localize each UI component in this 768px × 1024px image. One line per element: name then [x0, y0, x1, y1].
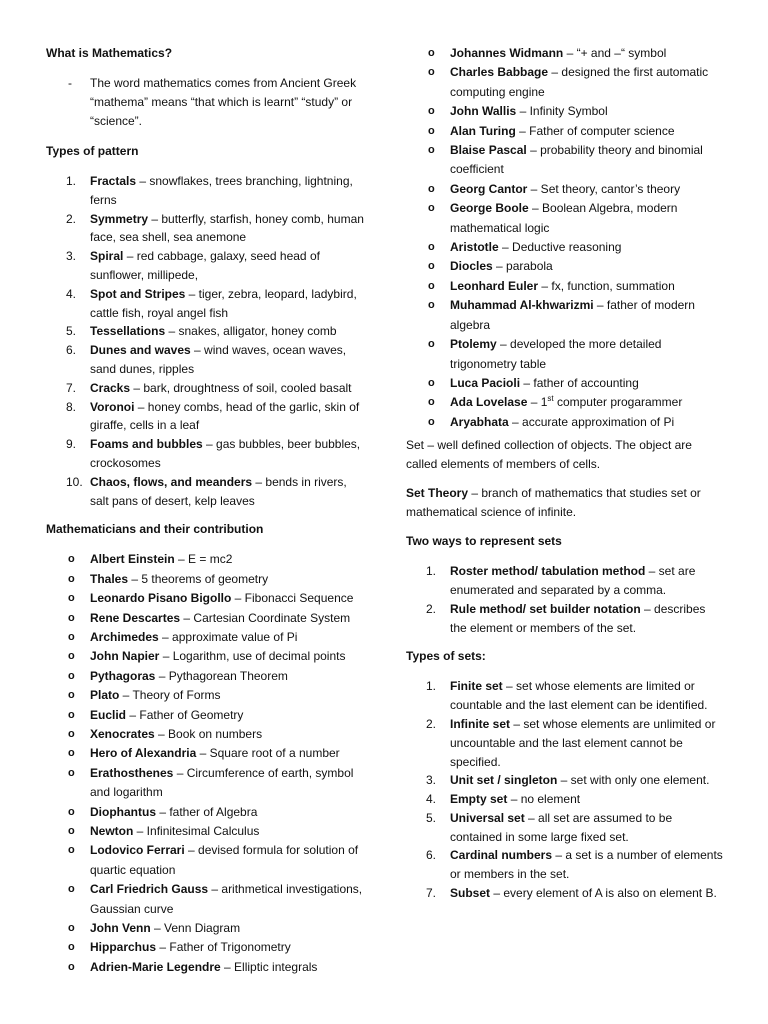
item-term: George Boole [450, 201, 529, 216]
list-item [46, 725, 364, 744]
list-item [406, 44, 724, 63]
item-term: Subset [450, 886, 491, 901]
item-term: Blaise Pascal [450, 143, 527, 158]
item-desc: – accurate approximation of Pi [508, 414, 675, 429]
bullet-marker: o [68, 553, 75, 566]
item-number: 3. [426, 773, 437, 788]
list-item [406, 63, 724, 102]
mathematicians-list-right [406, 44, 724, 432]
item-desc: – Book on numbers [154, 727, 263, 741]
bullet-marker: o [68, 805, 75, 818]
list-item [406, 790, 724, 809]
item-desc: – devised formula for solution of quartic equation [90, 843, 359, 877]
bullet-marker: o [68, 825, 75, 838]
item-number: 9. [66, 437, 77, 452]
item-desc: – developed the more detailed trigonometry table [450, 337, 662, 371]
list-item [406, 393, 724, 412]
item-desc: – approximate value of Pi [158, 629, 298, 644]
list-item [406, 413, 724, 432]
item-desc: – set whose elements are limited or countable and the last element can be identified. [450, 679, 708, 713]
item-desc: – set with only one element. [557, 773, 710, 788]
list-item [46, 379, 364, 398]
dash-marker: - [68, 76, 72, 90]
list-item [406, 374, 724, 393]
item-term: Cardinal numbers [450, 848, 553, 863]
list-item [46, 473, 364, 511]
bullet-marker: o [428, 182, 435, 195]
list-item [46, 803, 364, 822]
set-theory-term: Set Theory [406, 486, 469, 501]
set-definition: Set – well defined collection of objects. The object are called elements of members of cells. [406, 438, 692, 472]
bullet-marker: o [68, 922, 75, 935]
item-desc: – Boolean Algebra, modern mathematical logic [450, 201, 678, 235]
set-theory-definition [406, 484, 724, 522]
item-term: Lodovico Ferrari [90, 843, 185, 858]
item-number: 2. [426, 716, 437, 731]
item-term: Hipparchus [90, 940, 157, 955]
superscript: st [547, 394, 554, 404]
intro-text: The word mathematics comes from Ancient Greek “mathema” means “that which is learnt” “study” or “science”. [90, 76, 357, 128]
item-term: Symmetry [90, 211, 149, 226]
list-item [46, 880, 364, 919]
list-item [406, 296, 724, 335]
list-item [406, 809, 724, 847]
bullet-marker: o [68, 766, 75, 779]
item-number: 1. [426, 679, 437, 694]
item-term: Dunes and waves [90, 343, 191, 358]
item-desc: – E = mc2 [174, 552, 233, 567]
list-item [406, 562, 724, 600]
list-item [406, 335, 724, 374]
two-ways-list [406, 562, 724, 637]
bullet-marker: o [428, 396, 435, 409]
item-desc: – all set are assumed to be contained in some large fixed set. [450, 810, 673, 844]
item-term: John Napier [90, 649, 160, 664]
item-desc: – father of Algebra [156, 804, 258, 819]
item-term: Newton [90, 824, 134, 839]
item-desc: – snowflakes, trees branching, lightning, ferns [90, 174, 353, 207]
list-item [46, 744, 364, 763]
two-ways-heading: Two ways to represent sets [406, 534, 562, 549]
bullet-marker: o [68, 592, 75, 605]
list-item [46, 647, 364, 666]
item-term: Luca Pacioli [450, 375, 521, 390]
bullet-marker: o [68, 941, 75, 954]
list-item [46, 398, 364, 436]
item-term: Adrien-Marie Legendre [90, 959, 221, 974]
item-term: Alan Turing [450, 123, 516, 138]
patterns-list [46, 172, 364, 510]
item-term: Johannes Widmann [450, 46, 564, 60]
bullet-marker: o [68, 689, 75, 702]
item-term: Unit set / singleton [450, 773, 558, 788]
item-desc: – Father of Geometry [126, 707, 244, 722]
bullet-marker: o [428, 241, 435, 254]
item-desc: – Square root of a number [196, 746, 340, 761]
item-term: Erathosthenes [90, 765, 174, 780]
types-of-sets-heading: Types of sets: [406, 649, 486, 664]
list-item [46, 938, 364, 957]
list-item [406, 257, 724, 276]
item-desc: – 1 [527, 395, 548, 410]
item-term: Infinite set [450, 716, 511, 731]
list-item [46, 247, 364, 285]
bullet-marker: o [428, 299, 435, 312]
item-desc: – tiger, zebra, leopard, ladybird, cattle fish, royal angel fish [90, 286, 357, 320]
item-term: Spiral [90, 249, 124, 264]
item-term: Plato [90, 688, 120, 703]
bullet-marker: o [68, 708, 75, 721]
item-term: Leonardo Pisano Bigollo [90, 591, 232, 606]
item-desc: – butterfly, starfish, honey comb, human face, sea shell, sea anemone [90, 211, 364, 245]
item-number: 6. [66, 343, 77, 358]
list-item [406, 277, 724, 296]
item-term: Voronoi [90, 399, 135, 414]
item-term: Carl Friedrich Gauss [90, 882, 209, 897]
item-desc: – snakes, alligator, honey comb [165, 324, 337, 339]
item-number: 7. [66, 380, 77, 395]
item-number: 2. [426, 601, 437, 616]
list-item [46, 550, 364, 569]
list-item [46, 341, 364, 379]
item-term: Euclid [90, 707, 127, 722]
item-number: 10. [66, 474, 83, 489]
item-term: Roster method/ tabulation method [450, 564, 646, 579]
list-item [406, 677, 724, 715]
item-desc: – bends in rivers, salt pans of desert, kelp leaves [90, 474, 347, 508]
bullet-marker: o [68, 747, 75, 760]
item-desc: – every element of A is also on element B. [490, 886, 717, 901]
left-column [46, 44, 364, 977]
item-term: John Venn [90, 921, 151, 936]
item-term: Hero of Alexandria [90, 746, 197, 761]
item-term: Empty set [450, 792, 508, 807]
item-number: 4. [426, 792, 437, 807]
bullet-marker: o [68, 844, 75, 857]
list-item [46, 609, 364, 628]
bullet-marker: o [428, 279, 435, 292]
item-term: Albert Einstein [90, 552, 175, 567]
item-term: Xenocrates [90, 727, 155, 741]
bullet-marker: o [68, 669, 75, 682]
item-desc: – Venn Diagram [150, 921, 241, 936]
item-number: 1. [426, 564, 437, 579]
item-desc: computer progarammer [553, 395, 683, 410]
mathematicians-heading: Mathematicians and their contribution [46, 522, 264, 537]
item-number: 2. [66, 211, 77, 226]
item-desc: – a set is a number of elements or members in the set. [450, 848, 723, 882]
list-item [46, 172, 364, 210]
list-item [406, 199, 724, 238]
list-item [406, 122, 724, 141]
item-term: Ptolemy [450, 337, 497, 352]
types-of-sets-list [406, 677, 724, 903]
list-item [406, 141, 724, 180]
intro-item [46, 74, 364, 131]
list-item [46, 958, 364, 977]
list-item [406, 180, 724, 199]
item-desc: – Fibonacci Sequence [231, 591, 354, 606]
list-item [46, 589, 364, 608]
list-item [46, 210, 364, 248]
item-desc: – arithmetical investigations, Gaussian curve [90, 882, 363, 916]
item-desc: – Set theory, cantor’s theory [527, 181, 681, 196]
item-desc: – Circumference of earth, symbol and logarithm [90, 765, 354, 800]
list-item [46, 435, 364, 473]
item-term: Rene Descartes [90, 610, 181, 625]
list-item [406, 102, 724, 121]
item-term: John Wallis [450, 104, 517, 119]
bullet-marker: o [428, 105, 435, 118]
list-item [46, 686, 364, 705]
mathematicians-list-left [46, 550, 364, 977]
item-desc: – gas bubbles, beer bubbles, crockosomes [90, 437, 361, 470]
item-number: 5. [426, 810, 437, 825]
bullet-marker: o [428, 376, 435, 389]
item-desc: – set are enumerated and separated by a comma. [450, 564, 696, 597]
item-desc: – describes the element or members of the set. [450, 601, 706, 635]
bullet-marker: o [68, 960, 75, 973]
item-term: Cracks [90, 380, 131, 395]
item-term: Thales [90, 571, 129, 586]
item-desc: – Logarithm, use of decimal points [159, 649, 346, 664]
item-term: Archimedes [90, 629, 159, 644]
item-number: 5. [66, 324, 77, 339]
item-number: 1. [66, 174, 77, 188]
item-desc: – “+ and –“ symbol [563, 46, 667, 60]
item-term: Chaos, flows, and meanders [90, 474, 253, 489]
item-number: 7. [426, 886, 437, 901]
bullet-marker: o [68, 728, 75, 740]
list-item [406, 600, 724, 638]
item-term: Diocles [450, 259, 493, 274]
item-term: Aryabhata [450, 414, 509, 429]
item-term: Charles Babbage [450, 65, 549, 80]
item-desc: – probability theory and binomial coefficient [450, 143, 703, 177]
item-term: Universal set [450, 810, 525, 825]
bullet-marker: o [428, 144, 435, 157]
item-desc: – 5 theorems of geometry [128, 571, 269, 586]
item-desc: – father of modern algebra [450, 298, 695, 332]
item-term: Tessellations [90, 324, 166, 339]
item-desc: – wind waves, ocean waves, sand dunes, ripples [90, 343, 347, 376]
item-number: 8. [66, 399, 77, 414]
what-is-mathematics-heading: What is Mathematics? [46, 46, 173, 60]
item-term: Diophantus [90, 804, 156, 819]
list-item [406, 884, 724, 903]
item-term: Spot and Stripes [90, 286, 186, 301]
bullet-marker: o [428, 415, 435, 428]
list-item [46, 706, 364, 725]
item-desc: – Elliptic integrals [220, 959, 318, 974]
item-term: Foams and bubbles [90, 437, 203, 452]
item-desc: – Father of Trigonometry [156, 940, 291, 955]
item-desc: – father of accounting [520, 375, 639, 390]
right-column [406, 44, 724, 913]
item-desc: – Father of computer science [515, 123, 675, 138]
item-term: Georg Cantor [450, 181, 528, 196]
set-theory-desc: – branch of mathematics that studies set or mathematical science of infinite. [406, 486, 701, 520]
item-desc: – Infinitesimal Calculus [133, 824, 260, 839]
bullet-marker: o [428, 202, 435, 215]
item-desc: – parabola [492, 259, 553, 274]
item-desc: – Infinity Symbol [516, 104, 608, 119]
item-term: Finite set [450, 679, 503, 694]
item-term: Leonhard Euler [450, 278, 539, 293]
item-desc: – fx, function, summation [538, 278, 675, 293]
item-number: 3. [66, 249, 77, 264]
item-number: 4. [66, 286, 77, 301]
list-item [46, 822, 364, 841]
bullet-marker: o [68, 630, 75, 643]
types-of-pattern-heading: Types of pattern [46, 144, 139, 158]
list-item [46, 570, 364, 589]
bullet-marker: o [428, 260, 435, 273]
bullet-marker: o [68, 650, 75, 663]
item-desc: – Theory of Forms [119, 688, 221, 703]
bullet-marker: o [428, 124, 435, 137]
item-term: Pythagoras [90, 668, 156, 683]
list-item [46, 322, 364, 341]
list-item [406, 715, 724, 771]
item-desc: – honey combs, head of the garlic, skin of giraffe, cells in a leaf [90, 399, 360, 433]
item-desc: – designed the first automatic computing engine [450, 65, 709, 99]
item-desc: – bark, droughtness of soil, cooled basalt [130, 380, 352, 395]
list-item [46, 628, 364, 647]
item-desc: – set whose elements are unlimited or uncountable and the last element cannot be specified. [450, 716, 716, 769]
bullet-marker: o [68, 572, 75, 585]
item-desc: – no element [507, 792, 581, 807]
list-item [46, 841, 364, 880]
item-desc: – red cabbage, galaxy, seed head of sunflower, millipede, [90, 249, 320, 282]
item-term: Rule method/ set builder notation [450, 601, 641, 616]
list-item [46, 919, 364, 938]
item-desc: – Pythagorean Theorem [155, 668, 288, 683]
item-term: Muhammad Al-khwarizmi [450, 298, 594, 313]
item-term: Ada Lovelase [450, 395, 528, 410]
list-item [46, 285, 364, 323]
item-term: Aristotle [450, 240, 499, 255]
item-desc: – Cartesian Coordinate System [180, 610, 351, 625]
item-desc: – Deductive reasoning [498, 240, 622, 255]
list-item [46, 667, 364, 686]
bullet-marker: o [428, 66, 435, 79]
bullet-marker: o [68, 883, 75, 896]
list-item [406, 771, 724, 790]
bullet-marker: o [428, 47, 435, 59]
bullet-marker: o [68, 611, 75, 624]
item-term: Fractals [90, 174, 137, 188]
list-item [46, 764, 364, 803]
item-number: 6. [426, 848, 437, 863]
list-item [406, 238, 724, 257]
list-item [406, 846, 724, 884]
bullet-marker: o [428, 338, 435, 351]
